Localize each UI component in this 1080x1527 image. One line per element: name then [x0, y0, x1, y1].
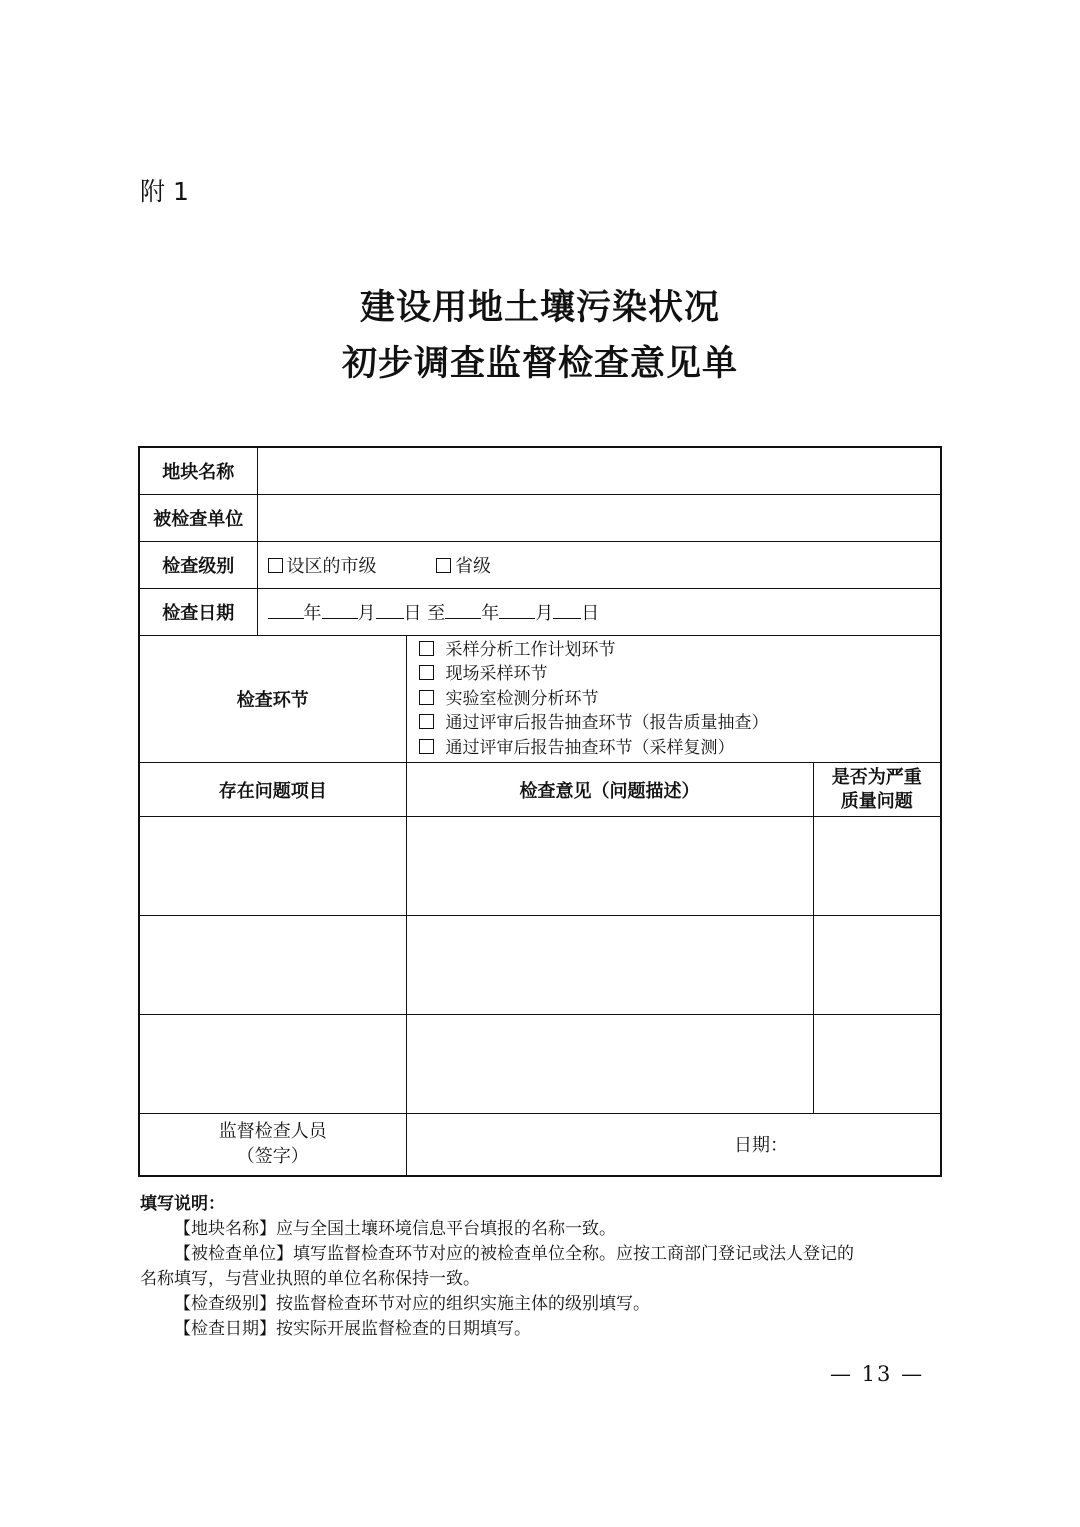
end-day-text: 日 — [581, 602, 600, 624]
row-plot-name — [139, 447, 941, 494]
stage-option-label: 通过评审后报告抽查环节（报告质量抽查） — [445, 713, 769, 733]
table-row — [139, 1015, 941, 1114]
start-month-text: 月 — [357, 602, 376, 624]
instruction-line: 【被检查单位】填写监督检查环节对应的被检查单位全称。应按工商部门登记或法人登记的 — [174, 1244, 854, 1264]
start-day-text: 日 — [403, 602, 422, 624]
checkbox-stage-3[interactable] — [419, 690, 434, 705]
row-date — [139, 588, 941, 635]
document-title-line1: 建设用地土壤污染状况 — [359, 287, 720, 328]
row-stages — [139, 635, 941, 763]
end-month-text: 月 — [535, 602, 554, 624]
level-options — [257, 541, 941, 588]
col-opinion-header: 检查意见（问题描述） — [406, 763, 813, 817]
opinion-cell[interactable] — [406, 817, 813, 916]
col-serious-header-line2: 质量问题 — [840, 790, 913, 812]
issue-cell[interactable] — [139, 916, 406, 1015]
start-year-blank[interactable] — [268, 604, 304, 619]
col-serious-header — [813, 763, 941, 817]
instructions-heading: 填写说明： — [140, 1194, 225, 1214]
stage-option — [419, 736, 941, 761]
checkbox-stage-1[interactable] — [419, 641, 434, 656]
opinion-cell[interactable] — [406, 916, 813, 1015]
start-day-blank[interactable] — [376, 604, 404, 619]
stage-option — [419, 662, 941, 687]
date-to-text: 至 — [427, 602, 446, 624]
inspected-unit-field[interactable] — [257, 494, 941, 541]
inspected-unit-label: 被检查单位 — [139, 494, 257, 541]
stage-option-label: 采样分析工作计划环节 — [445, 639, 616, 660]
date-fields — [257, 588, 941, 635]
stage-option-label: 通过评审后报告抽查环节（采样复测） — [445, 737, 735, 758]
table-row — [139, 817, 941, 916]
end-year-text: 年 — [481, 602, 500, 624]
instruction-line: 【检查日期】按实际开展监督检查的日期填写。 — [174, 1319, 531, 1339]
serious-cell[interactable] — [813, 817, 941, 916]
level-label: 检查级别 — [139, 541, 257, 588]
opinion-cell[interactable] — [406, 1015, 813, 1114]
instruction-line: 【地块名称】应与全国土壤环境信息平台填报的名称一致。 — [174, 1219, 616, 1239]
document-title-line2: 初步调查监督检查意见单 — [341, 343, 738, 384]
page-number: — 13 — — [830, 1362, 925, 1386]
row-signature — [139, 1114, 941, 1176]
stage-option — [419, 638, 941, 663]
annex-label: 附 1 — [140, 177, 189, 206]
end-day-blank[interactable] — [553, 604, 581, 619]
instruction-line: 【检查级别】按监督检查环节对应的组织实施主体的级别填写。 — [174, 1294, 650, 1314]
checkbox-stage-2[interactable] — [419, 665, 434, 680]
checkbox-stage-5[interactable] — [419, 739, 434, 754]
checkbox-stage-4[interactable] — [419, 714, 434, 729]
inspector-label-line1: 监督检查人员 — [218, 1121, 327, 1143]
plot-name-field[interactable] — [257, 447, 941, 494]
start-year-text: 年 — [303, 602, 322, 624]
signature-date-field[interactable] — [406, 1114, 941, 1176]
date-label: 检查日期 — [139, 588, 257, 635]
stage-options — [406, 635, 941, 763]
stage-option — [419, 711, 941, 736]
col-serious-header-line1: 是否为严重 — [831, 766, 922, 788]
filling-instructions — [140, 1192, 942, 1342]
end-month-blank[interactable] — [499, 604, 535, 619]
stage-option-label: 实验室检测分析环节 — [445, 688, 599, 709]
stage-option — [419, 687, 941, 712]
start-month-blank[interactable] — [322, 604, 358, 619]
stage-option-label: 现场采样环节 — [445, 664, 548, 684]
issue-cell[interactable] — [139, 817, 406, 916]
inspection-form-table — [138, 446, 942, 1177]
checkbox-city-level[interactable] — [268, 558, 283, 573]
issue-table-header — [139, 763, 941, 817]
province-level-label: 省级 — [454, 555, 491, 577]
sign-date-label: 日期： — [734, 1135, 788, 1157]
stage-label: 检查环节 — [139, 635, 406, 763]
issue-cell[interactable] — [139, 1015, 406, 1114]
plot-name-label: 地块名称 — [139, 447, 257, 494]
city-level-label: 设区的市级 — [286, 555, 377, 577]
row-inspected-unit — [139, 494, 941, 541]
end-year-blank[interactable] — [445, 604, 481, 619]
inspector-signature-label — [139, 1114, 406, 1176]
instruction-line: 名称填写，与营业执照的单位名称保持一致。 — [140, 1269, 480, 1289]
inspector-label-line2: （签字） — [236, 1146, 309, 1168]
checkbox-province-level[interactable] — [436, 558, 451, 573]
row-level — [139, 541, 941, 588]
table-row — [139, 916, 941, 1015]
col-issue-header: 存在问题项目 — [139, 763, 406, 817]
serious-cell[interactable] — [813, 916, 941, 1015]
serious-cell[interactable] — [813, 1015, 941, 1114]
